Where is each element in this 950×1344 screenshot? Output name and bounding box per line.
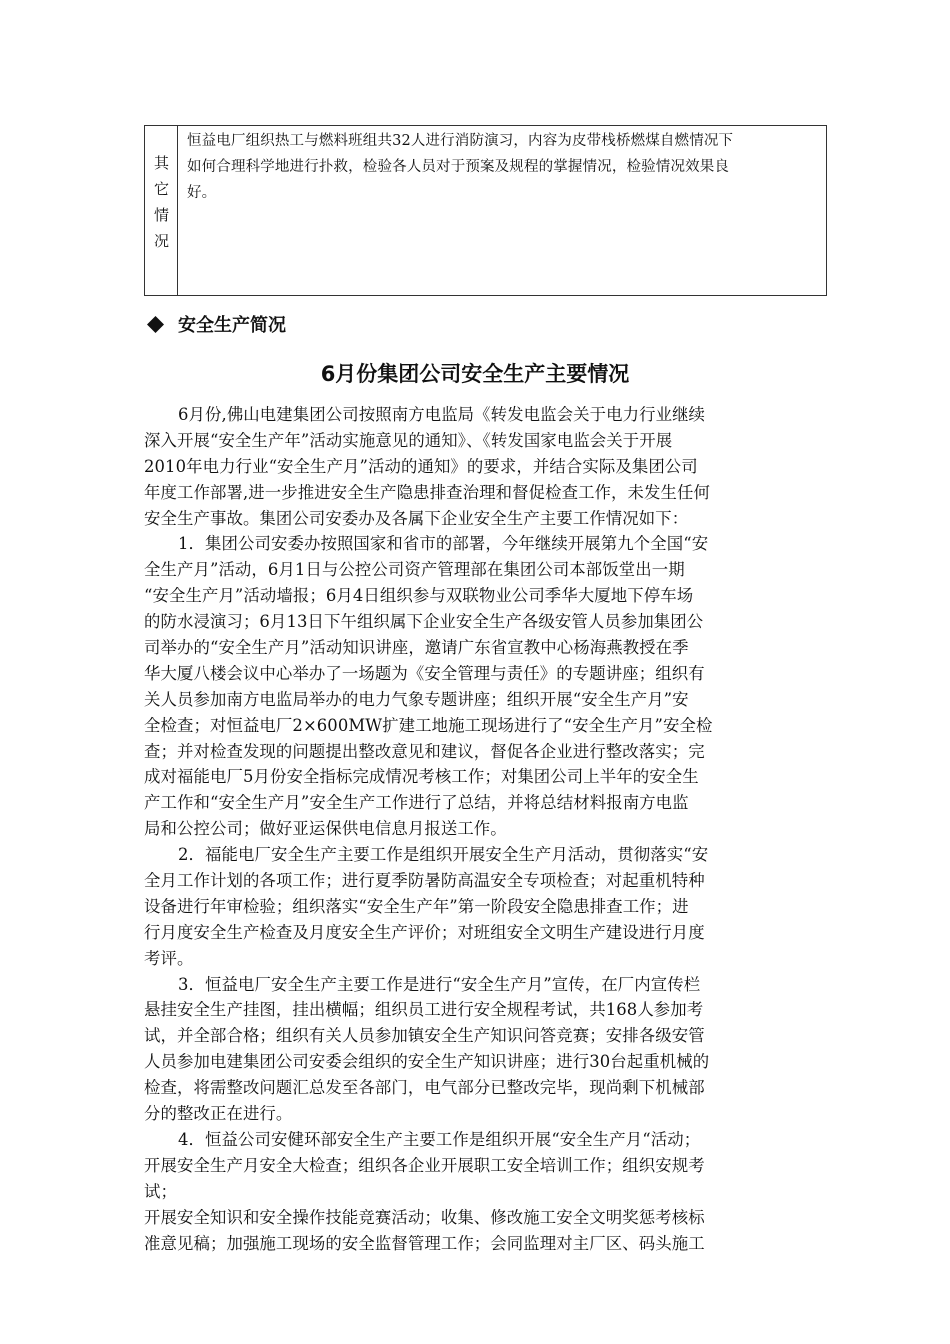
body-text bbox=[144, 402, 814, 1256]
label-char: 其 bbox=[153, 154, 169, 172]
paragraph-line: 年度工作部署,进一步推进安全生产隐患排查治理和督促检查工作，未发生任何 bbox=[144, 482, 710, 502]
table-content-line: 如何合理科学地进行扑救，检验各人员对于预案及规程的掌握情况，检验情况效果良 bbox=[187, 158, 730, 175]
paragraph-line: 开展安全生产月安全大检查；组织各企业开展职工安全培训工作；组织安规考 bbox=[144, 1155, 705, 1175]
paragraph-line: 全检查；对恒益电厂2×600MW扩建工地施工现场进行了“安全生产月”安全检 bbox=[144, 715, 713, 735]
label-char: 它 bbox=[153, 180, 169, 198]
paragraph-line: 全月工作计划的各项工作；进行夏季防暑防高温安全专项检查；对起重机特种 bbox=[144, 871, 705, 891]
page-title: 6月份集团公司安全生产主要情况 bbox=[320, 362, 630, 386]
paragraph-line: 试，并全部合格；组织有关人员参加镇安全生产知识问答竞赛；安排各级安管 bbox=[144, 1026, 705, 1046]
label-char: 况 bbox=[153, 232, 169, 250]
paragraph-line: 2．福能电厂安全生产主要工作是组织开展安全生产月活动，贯彻落实“安 bbox=[178, 845, 709, 865]
paragraph-line: “安全生产月”活动墙报；6月4日组织参与双联物业公司季华大厦地下停车场 bbox=[144, 586, 694, 606]
paragraph-line: 司举办的“安全生产月”活动知识讲座，邀请广东省宣教中心杨海燕教授在季 bbox=[144, 638, 689, 658]
paragraph-line: 准意见稿；加强施工现场的安全监督管理工作；会同监理对主厂区、码头施工 bbox=[144, 1233, 705, 1253]
other-situation-table bbox=[144, 125, 827, 296]
paragraph-line: 开展安全知识和安全操作技能竞赛活动；收集、修改施工安全文明奖惩考核标 bbox=[144, 1207, 705, 1227]
section-heading bbox=[148, 313, 286, 339]
paragraph-line: 局和公控公司；做好亚运保供电信息月报送工作。 bbox=[144, 819, 507, 839]
paragraph-line: 全生产月”活动，6月1日与公控公司资产管理部在集团公司本部饭堂出一期 bbox=[144, 560, 685, 580]
paragraph-line: 检查，将需整改问题汇总发至各部门，电气部分已整改完毕，现尚剩下机械部 bbox=[144, 1078, 705, 1098]
paragraph-line: 设备进行年审检验；组织落实“安全生产年”第一阶段安全隐患排查工作；进 bbox=[144, 896, 689, 916]
paragraph-line: 查；并对检查发现的问题提出整改意见和建议，督促各企业进行整改落实；完 bbox=[144, 741, 705, 761]
paragraph-line: 深入开展“安全生产年”活动实施意见的通知》、《转发国家电监会关于开展 bbox=[144, 430, 673, 450]
paragraph-line: 6月份,佛山电建集团公司按照南方电监局《转发电监会关于电力行业继续 bbox=[178, 405, 706, 424]
paragraph-line: 2010年电力行业“安全生产月”活动的通知》的要求，并结合实际及集团公司 bbox=[144, 456, 698, 476]
table-content-cell bbox=[187, 128, 823, 206]
paragraph-line: 悬挂安全生产挂图，挂出横幅；组织员工进行安全规程考试，共168人参加考 bbox=[144, 1000, 704, 1020]
paragraph-line: 考评。 bbox=[144, 948, 194, 968]
paragraph-line: 人员参加电建集团公司安委会组织的安全生产知识讲座；进行30台起重机械的 bbox=[144, 1052, 710, 1072]
paragraph-line: 华大厦八楼会议中心举办了一场题为《安全管理与责任》的专题讲座；组织有 bbox=[144, 663, 705, 683]
table-label-cell bbox=[145, 126, 178, 295]
paragraph-line: 3．恒益电厂安全生产主要工作是进行“安全生产月”宣传，在厂内宣传栏 bbox=[178, 974, 701, 994]
paragraph-line: 产工作和“安全生产月”安全生产工作进行了总结，并将总结材料报南方电监 bbox=[144, 793, 689, 813]
table-content-line: 好。 bbox=[187, 184, 217, 201]
paragraph-line: 分的整改正在进行。 bbox=[144, 1104, 293, 1124]
paragraph-line: 试； bbox=[144, 1181, 177, 1201]
diamond-bullet-icon bbox=[147, 316, 164, 333]
paragraph-line: 行月度安全生产检查及月度安全生产评价；对班组安全文明生产建设进行月度 bbox=[144, 922, 705, 942]
table-content-line: 恒益电厂组织热工与燃料班组共32人进行消防演习，内容为皮带栈桥燃煤自燃情况下 bbox=[187, 133, 734, 149]
paragraph-line: 4．恒益公司安健环部安全生产主要工作是组织开展“安全生产月“活动； bbox=[178, 1129, 701, 1149]
label-char: 情 bbox=[153, 206, 169, 224]
section-heading-text: 安全生产简况 bbox=[178, 315, 286, 336]
paragraph-line: 成对福能电厂5月份安全指标完成情况考核工作；对集团公司上半年的安全生 bbox=[144, 767, 699, 787]
paragraph-line: 关人员参加南方电监局举办的电力气象专题讲座；组织开展“安全生产月”安 bbox=[144, 689, 689, 709]
paragraph-line: 的防水浸演习；6月13日下午组织属下企业安全生产各级安管人员参加集团公 bbox=[144, 612, 704, 632]
paragraph-line: 1．集团公司安委办按照国家和省市的部署，今年继续开展第九个全国“安 bbox=[178, 534, 709, 554]
paragraph-line: 安全生产事故。集团公司安委办及各属下企业安全生产主要工作情况如下： bbox=[144, 508, 689, 528]
